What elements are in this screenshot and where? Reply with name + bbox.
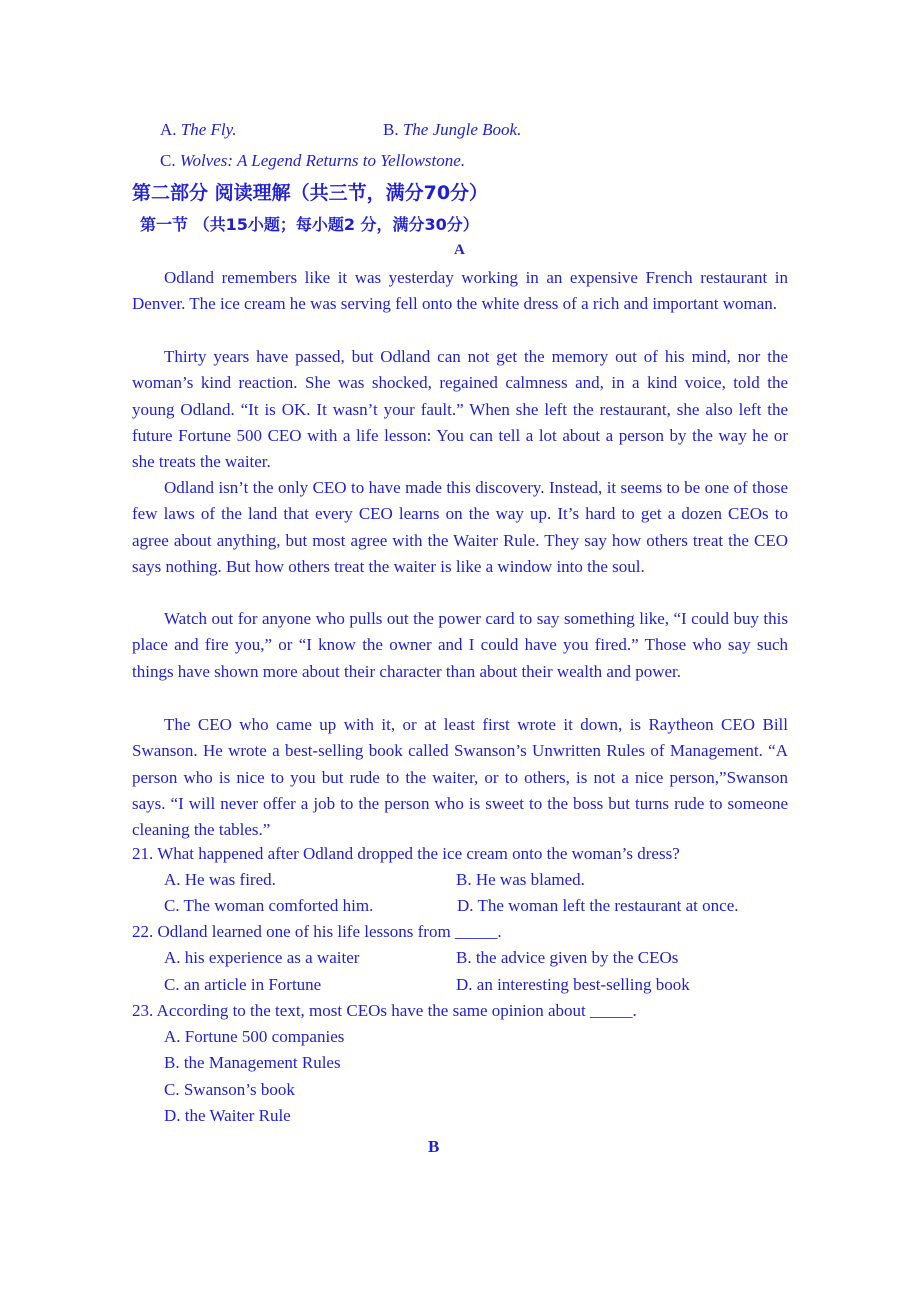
question-22-option-b: B. the advice given by the CEOs — [456, 948, 679, 967]
prev-option-c: C. Wolves: A Legend Returns to Yellowstone. — [160, 151, 466, 170]
question-22-option-c: C. an article in Fortune — [164, 975, 322, 994]
passage-paragraph-3: Odland isn’t the only CEO to have made this discovery. Instead, it seems to be one of those few laws of the land that every CEO learns on the way up. It’s hard to get a dozen CEOs to agree about anything, but most agree with the Waiter Rule. They say how others treat the CEO says nothing. But how others treat the waiter is like a window into the soul. — [132, 478, 788, 576]
part-title: 第二部分 阅读理解（共三节，满分70分） — [132, 182, 489, 204]
question-23-option-b: B. the Management Rules — [164, 1053, 341, 1072]
question-21-option-b: B. He was blamed. — [456, 870, 585, 889]
question-23-option-c: C. Swanson’s book — [164, 1080, 295, 1099]
question-21-option-a: A. He was fired. — [164, 870, 276, 889]
question-21-stem: 21. What happened after Odland dropped the ice cream onto the woman’s dress? — [132, 844, 680, 863]
passage-a-label: A — [454, 242, 465, 258]
prev-option-a: A. The Fly. — [160, 120, 237, 139]
prev-option-c-title: Wolves: A Legend Returns to Yellowstone. — [179, 151, 466, 170]
question-22-option-d: D. an interesting best-selling book — [456, 975, 690, 994]
question-22-stem: 22. Odland learned one of his life lessons from _____. — [132, 922, 502, 941]
passage-paragraph-2: Thirty years have passed, but Odland can not get the memory out of his mind, nor the woman’s kind reaction. She was shocked, regained calmness and, in a kind voice, told the young Odland. “It is OK. It wasn’t your fault.” When she left the restaurant, she also left the future Fortune 500 CEO with a life lesson: You can tell a lot about a person by the way he or she treats the waiter. — [132, 347, 788, 472]
passage-b-label: B — [428, 1137, 440, 1156]
prev-option-b-title: The Jungle Book. — [402, 120, 522, 139]
question-21-option-d: D. The woman left the restaurant at once. — [457, 896, 739, 915]
passage-paragraph-4: Watch out for anyone who pulls out the power card to say something like, “I could buy this place and fire you,” or “I know the owner and I could have you fired.” Those who say such things have shown more about their character than about their wealth and power. — [132, 609, 788, 681]
question-23-stem: 23. According to the text, most CEOs have the same opinion about _____. — [132, 1001, 637, 1020]
question-23-option-a: A. Fortune 500 companies — [164, 1027, 345, 1046]
prev-option-a-title: The Fly. — [180, 120, 237, 139]
question-22-option-a: A. his experience as a waiter — [164, 948, 360, 967]
question-23-option-d: D. the Waiter Rule — [164, 1106, 291, 1125]
passage-paragraph-1: Odland remembers like it was yesterday working in an expensive French restaurant in Denver. The ice cream he was serving fell onto the white dress of a rich and important woman. — [132, 268, 788, 314]
section-title: 第一节 （共15小题；每小题2 分，满分30分） — [140, 215, 479, 234]
passage-paragraph-5: The CEO who came up with it, or at least first wrote it down, is Raytheon CEO Bill Swanson. He wrote a best-selling book called Swanson’s Unwritten Rules of Management. “A person who is nice to you but rude to the waiter, or to others, is not a nice person,”Swanson says. “I will never offer a job to the person who is sweet to the boss but turns rude to someone cleaning the tables.” — [132, 715, 788, 840]
question-21-option-c: C. The woman comforted him. — [164, 896, 374, 915]
prev-option-b: B. The Jungle Book. — [383, 120, 522, 139]
